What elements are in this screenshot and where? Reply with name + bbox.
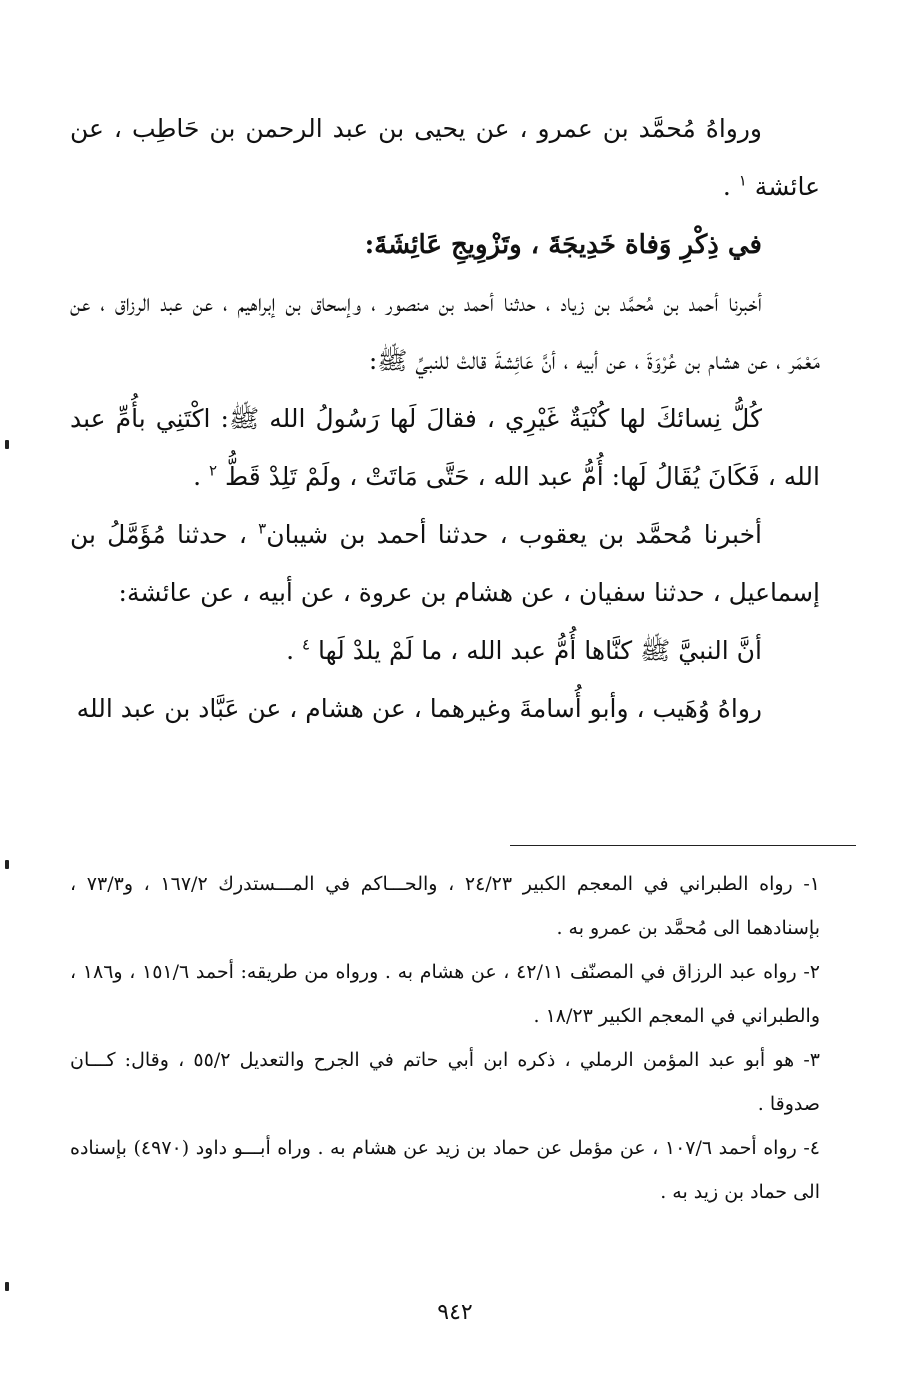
footnote-ref-3[interactable]: ٣ [258,519,267,538]
main-text [70,100,820,738]
paragraph-2: أخبرنا أحمد بن مُحمَّد بن زياد ، حدثنا أحمد بن منصور ، وإسحاق بن إبراهيم ، عن عبد الرزاق ، عن مَعْمَر ، عن هشام بن عُرْوَةَ ، عن أبيه ، أنَّ عَائِشةَ قالتْ للنبيِّ ﷺ: [70,288,820,375]
footnote-divider [510,845,856,846]
footnote-1: ١- رواه الطبراني في المعجم الكبير ٢٤/٢٣ ، والحـــاكم في المـــستدرك ١٦٧/٢ ، و٧٣/٣ ، بإسنادهما الى مُحمَّد بن عمرو به . [70,873,821,939]
footnote-4: ٤- رواه أحمد ١٠٧/٦ ، عن مؤمل عن حماد بن زيد عن هشام به . وراه أبـــو داود (٤٩٧٠) بإسناده الى حماد بن زيد به . [70,1137,821,1203]
scan-mark [5,1282,9,1291]
footnote-ref-4[interactable]: ٤ [302,635,311,654]
paragraph-1: ورواهُ مُحمَّد بن عمرو ، عن يحيى بن عبد الرحمن بن حَاطِب ، عن عائشة $^١$ . [70,114,820,201]
footnotes [70,862,820,1214]
footnote-3: ٣- هو أبو عبد المؤمن الرملي ، ذكره ابن أبي حاتم في الجرح والتعديل ٥٥/٢ ، وقال: كـــان صدوقا . [70,1049,820,1115]
scan-mark [5,440,9,449]
footnote-2: ٢- رواه عبد الرزاق في المصنّف ٤٢/١١ ، عن هشام به . ورواه من طريقه: أحمد ١٥١/٦ ، و١٨٦ ، والطبراني في المعجم الكبير ١٨/٢٣ . [70,961,821,1027]
paragraph-3: كُلُّ نِسائكَ لها كُنْيَةٌ غَيْرِي ، فقالَ لَها رَسُولُ الله ﷺ: اكْتَنِي بأُمِّ عبد الله ، فَكَانَ يُقَالُ لَها: أُمُّ عبد الله ، حَتَّى مَاتَتْ ، ولَمْ تَلِدْ قَطُّ $^٢$ . [70,404,820,491]
paragraph-6: رواهُ وُهَيب ، وأبو أُسامةَ وغيرهما ، عن هشام ، عن عَبَّاد بن عبد الله [76,694,762,723]
paragraph-5: أنَّ النبيَّ ﷺ كنَّاها أُمُّ عبد الله ، ما لَمْ يلدْ لَها $^٤$ . [286,635,762,665]
page-number: ٩٤٢ [437,1300,473,1325]
paragraph-4: أخبرنا مُحمَّد بن يعقوب ، حدثنا أحمد بن شيبان$^٣$ ، حدثنا مُؤَمَّلُ بن إسماعيل ، حدثنا سفيان ، عن هشام بن عروة ، عن أبيه ، عن عائشة: [70,519,820,607]
footnote-ref-1[interactable]: ١ [738,171,747,190]
footnote-ref-2[interactable]: ٢ [209,461,218,480]
section-heading: في ذِكْرِ وَفاة خَدِيجَةَ ، وتَزْوِيجِ عَائِشَةَ: [364,230,762,260]
scan-mark [5,860,9,869]
